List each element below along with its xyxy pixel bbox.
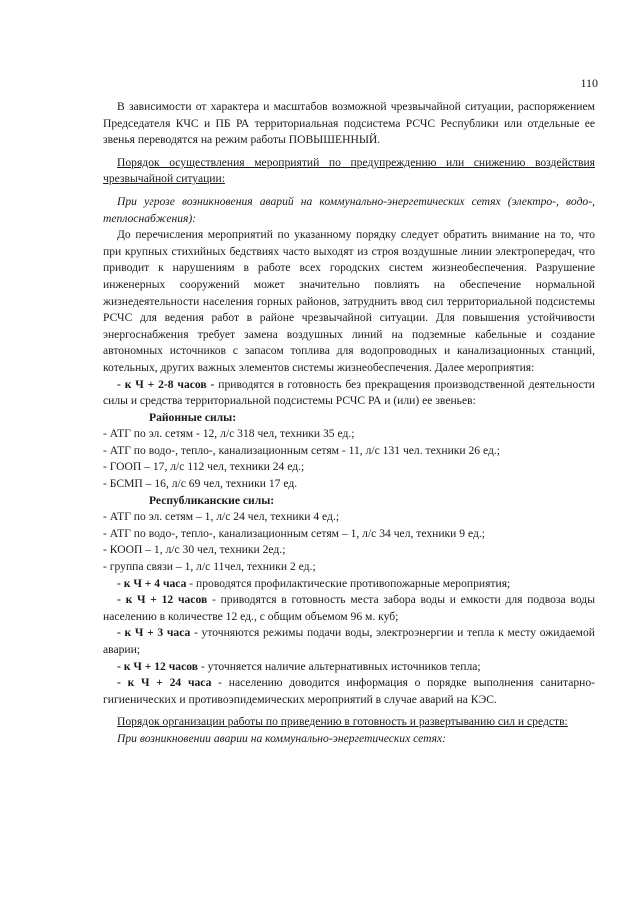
- step-h2-8: [103, 377, 595, 410]
- step-h12-heat: [103, 659, 595, 676]
- step-label: - к Ч + 24 часа: [117, 676, 212, 690]
- section-heading-deployment: Порядок организации работы по приведению в готовность и развертыванию сил и средств:: [117, 715, 568, 729]
- district-item: - БСМП – 16, л/с 69 чел, техники 17 ед.: [103, 477, 298, 491]
- district-item: - ГООП – 17, л/с 112 чел, техники 24 ед.;: [103, 460, 305, 474]
- step-label: - к Ч + 12 часов: [117, 659, 198, 673]
- subheading-threat: При угрозе возникновения аварий на коммунально-энергетических сетях (электро-, водо-, теплоснабжения):: [103, 194, 595, 225]
- step-h3: [103, 625, 595, 658]
- step-label: - к Ч + 3 часа: [117, 626, 191, 640]
- republic-item: - АТГ по водо-, тепло-, канализационным сетям – 1, л/с 34 чел, техники 9 ед.;: [103, 526, 485, 540]
- republic-item: - КООП – 1, л/с 30 чел, техники 2ед.;: [103, 543, 286, 557]
- subheading-accident: При возникновении аварии на коммунально-энергетических сетях:: [117, 731, 447, 745]
- intro-paragraph: В зависимости от характера и масштабов возможной чрезвычайной ситуации, распоряжением Председателя КЧС и ПБ РА территориальная подсистема РСЧС Республики или отдельные ее звенья переводятся на режим работы ПОВЫШЕННЫЙ.: [103, 100, 595, 147]
- step-label: - к Ч + 4 часа: [117, 576, 187, 590]
- section-heading-prevention: Порядок осуществления мероприятий по предупреждению или снижению воздействия чрезвычайной ситуации:: [103, 155, 595, 186]
- republic-item: - группа связи – 1, л/с 11чел, техники 2 ед.;: [103, 560, 316, 574]
- step-text: - приводятся в готовность места забора воды и емкости для подвоза воды населению в количестве 12 ед., с общим объемом 96 м. куб;: [103, 593, 595, 623]
- district-item: - АТГ по эл. сетям - 12, л/с 318 чел, техники 35 ед.;: [103, 427, 355, 441]
- republic-forces-title: Республиканские силы:: [149, 493, 275, 507]
- step-h4: [103, 576, 595, 593]
- step-text: - проводятся профилактические противопожарные мероприятия;: [186, 576, 511, 590]
- step-h24: [103, 675, 595, 708]
- district-item: - АТГ по водо-, тепло-, канализационным сетям - 11, л/с 131 чел. техники 26 ед.;: [103, 443, 501, 457]
- document-body: [103, 99, 595, 748]
- step-text: - населению доводится информация о порядке выполнения санитарно-гигиенических и противоэпидемических мероприятий в случае аварий на КЭС.: [103, 676, 595, 706]
- measures-intro-paragraph: До перечисления мероприятий по указанному порядку следует обратить внимание на то, что при крупных стихийных бедствиях часто выходят из строя воздушные линии электропередач, что приводит к нарушениям в работе всех городских систем жизнеобеспечения. Разрушение инженерных сооружений может значительно повлиять на обеспечение нормальной жизнедеятельности населения горных районов, затруднить ввод сил территориальной подсистемы РСЧС для ведения работ в районе чрезвычайной ситуации. Для повышения устойчивости энергоснабжения требует замена воздушных линий на подземные кабельные и создание автономных источников с запасом топлива для водопроводных и канализационных станций, котельных, других важных элементов системы жизнеобеспечения. Далее мероприятия:: [103, 228, 595, 374]
- step-label: - к Ч + 2-8 часов -: [117, 377, 215, 391]
- republic-item: - АТГ по эл. сетям – 1, л/с 24 чел, техники 4 ед.;: [103, 510, 340, 524]
- step-text: - уточняется наличие альтернативных источников тепла;: [198, 659, 481, 673]
- step-label: - к Ч + 12 часов: [117, 593, 208, 607]
- step-text: приводятся в готовность без прекращения производственной деятельности силы и средства территориальной подсистемы РСЧС РА и (или) ее звеньев:: [103, 377, 595, 408]
- district-forces-title: Районные силы:: [149, 410, 237, 424]
- step-h12-water: [103, 592, 595, 625]
- page-number: 110: [580, 76, 598, 90]
- step-text: - уточняются режимы подачи воды, электроэнергии и тепла к месту ожидаемой аварии;: [103, 626, 595, 656]
